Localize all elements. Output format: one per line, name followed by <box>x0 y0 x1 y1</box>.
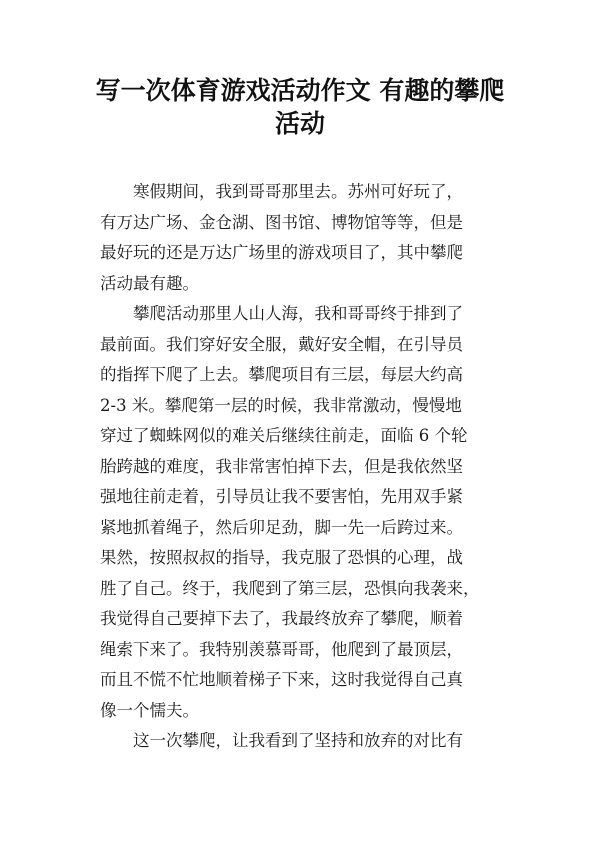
text-line: 紧地抓着绳子，然后卯足劲，脚一先一后跨过来。 <box>100 517 463 537</box>
paragraph-1 <box>100 177 500 299</box>
text-line: 胎跨越的难度，我非常害怕掉下去，但是我依然坚 <box>100 456 463 476</box>
text-line: 胜了自己。终于，我爬到了第三层，恐惧向我袭来， <box>100 578 480 598</box>
text-line: 最前面。我们穿好安全服，戴好安全帽，在引导员 <box>100 334 463 354</box>
title-line-1: 写一次体育游戏活动作文 有趣的攀爬 <box>95 76 505 105</box>
document-body <box>100 177 500 757</box>
text-line: 像一个懦夫。 <box>100 700 199 720</box>
text-line: 活动最有趣。 <box>100 273 199 293</box>
text-line: 绳索下来了。我特别羡慕哥哥，他爬到了最顶层， <box>100 639 463 659</box>
text-line: 2-3 米。攀爬第一层的时候，我非常激动，慢慢地 <box>100 395 462 415</box>
text-line: 最好玩的还是万达广场里的游戏项目了，其中攀爬 <box>100 243 463 262</box>
text-line: 的指挥下爬了上去。攀爬项目有三层，每层大约高 <box>100 365 463 384</box>
text-line: 这一次攀爬，让我看到了坚持和放弃的对比有 <box>133 731 463 750</box>
text-line: 我觉得自己要掉下去了，我最终放弃了攀爬，顺着 <box>100 609 463 628</box>
paragraph-3 <box>100 726 500 757</box>
text-line: 有万达广场、金仓湖、图书馆、博物馆等等，但是 <box>100 212 463 232</box>
text-line: 穿过了蜘蛛网似的难关后继续往前走，面临 6 个轮 <box>100 426 468 445</box>
text-line: 而且不慌不忙地顺着梯子下来，这时我觉得自己真 <box>100 670 463 689</box>
title-line-2: 活动 <box>274 109 325 138</box>
paragraph-2 <box>100 299 500 726</box>
text-line: 强地往前走着，引导员让我不要害怕，先用双手紧 <box>100 487 463 506</box>
text-line: 攀爬活动那里人山人海，我和哥哥终于排到了 <box>133 304 463 323</box>
document-title <box>90 74 510 140</box>
text-line: 果然，按照叔叔的指导，我克服了恐惧的心理，战 <box>100 548 463 567</box>
text-line: 寒假期间，我到哥哥那里去。苏州可好玩了， <box>133 182 463 201</box>
